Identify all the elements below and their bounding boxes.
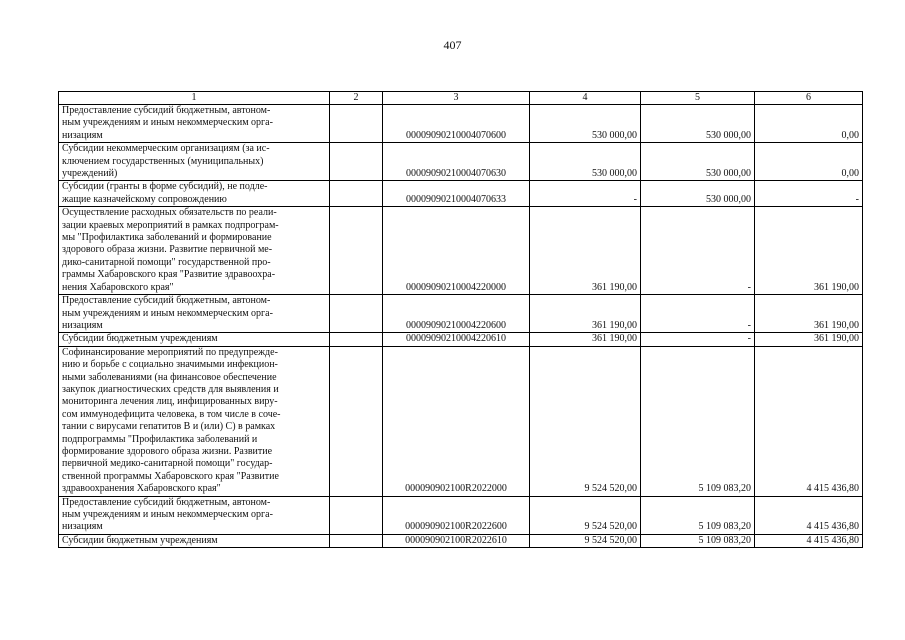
row-code-cell	[330, 143, 383, 181]
row-value-col6: 361 190,00	[755, 207, 863, 295]
page-number: 407	[443, 38, 462, 52]
row-name-cell: Субсидии бюджетным учреждениям	[59, 333, 330, 346]
row-value-col4: 530 000,00	[530, 143, 641, 181]
row-value-col6: 4 415 436,80	[755, 534, 863, 547]
row-value-col4: 9 524 520,00	[530, 496, 641, 534]
table-row	[59, 181, 863, 207]
row-value-col4: -	[530, 181, 641, 207]
row-code-cell	[330, 181, 383, 207]
row-value-col5: -	[641, 207, 755, 295]
row-code-cell	[330, 534, 383, 547]
row-kbk-cell: 000090902100R20220​00	[383, 346, 530, 496]
row-value-col5: 5 109 083,20	[641, 346, 755, 496]
row-name-cell: Предоставление субсидий бюджетным, автоном- ным учреждениям и иным некоммерческим орга- низациям	[59, 295, 330, 333]
row-name-cell: Предоставление субсидий бюджетным, автоном- ным учреждениям и иным некоммерческим орга- низациям	[59, 105, 330, 143]
row-code-cell	[330, 105, 383, 143]
row-value-col4: 530 000,00	[530, 105, 641, 143]
budget-table	[58, 91, 863, 548]
row-value-col5: -	[641, 333, 755, 346]
row-value-col5: 5 109 083,20	[641, 496, 755, 534]
row-name-cell: Осуществление расходных обязательств по реали- зации краевых мероприятий в рамках подпрограм- мы "Профилактика заболеваний и формирование здорового образа жизни. Развитие первичной ме- дико-санитарной помощи" государственной про- граммы Хабаровского края "Развитие здравоохра- нения Хабаровского края"	[59, 207, 330, 295]
row-value-col4: 9 524 520,00	[530, 346, 641, 496]
row-value-col6: 4 415 436,80	[755, 496, 863, 534]
table-row	[59, 207, 863, 295]
row-name-cell: Субсидии бюджетным учреждениям	[59, 534, 330, 547]
header-row	[59, 92, 863, 105]
row-value-col4: 361 190,00	[530, 295, 641, 333]
row-value-col4: 9 524 520,00	[530, 534, 641, 547]
row-kbk-cell: 000090902100040706​00	[383, 105, 530, 143]
row-value-col5: -	[641, 295, 755, 333]
row-value-col6: 361 190,00	[755, 295, 863, 333]
row-kbk-cell: 000090902100R20226​10	[383, 534, 530, 547]
row-code-cell	[330, 496, 383, 534]
row-code-cell	[330, 346, 383, 496]
table-row	[59, 534, 863, 547]
row-value-col4: 361 190,00	[530, 207, 641, 295]
row-value-col5: 530 000,00	[641, 181, 755, 207]
row-kbk-cell: 000090902100R20226​00	[383, 496, 530, 534]
header-col-5: 5	[641, 92, 755, 105]
row-value-col6: 0,00	[755, 105, 863, 143]
row-name-cell: Софинансирование мероприятий по предупрежде- нию и борьбе с социально значимыми инфекцион- ными заболеваниями (на финансовое обеспечение закупок диагностических средств для выявления и мониторинга лечения лиц, инфицированных виру- сом иммунодефицита человека, в том числе в соче- тании с вирусами гепатитов В и (или) С) в рамках подпрограммы "Профилактика заболеваний и формирование здорового образа жизни. Развитие первичной медико-санитарной помощи" государ- ственной программы Хабаровского края "Развитие здравоохранения Хабаровского края"	[59, 346, 330, 496]
row-name-cell: Предоставление субсидий бюджетным, автоном- ным учреждениям и иным некоммерческим орга- низациям	[59, 496, 330, 534]
header-col-3: 3	[383, 92, 530, 105]
row-code-cell	[330, 295, 383, 333]
row-value-col6: 361 190,00	[755, 333, 863, 346]
header-col-4: 4	[530, 92, 641, 105]
row-value-col5: 530 000,00	[641, 105, 755, 143]
table-row	[59, 496, 863, 534]
table-body	[59, 92, 863, 548]
header-col-6: 6	[755, 92, 863, 105]
row-value-col5: 530 000,00	[641, 143, 755, 181]
row-value-col4: 361 190,00	[530, 333, 641, 346]
row-kbk-cell: 000090902100042206​10	[383, 333, 530, 346]
header-col-2: 2	[330, 92, 383, 105]
table-row	[59, 295, 863, 333]
row-name-cell: Субсидии (гранты в форме субсидий), не подле- жащие казначейскому сопровождению	[59, 181, 330, 207]
row-value-col6: 0,00	[755, 143, 863, 181]
row-value-col6: 4 415 436,80	[755, 346, 863, 496]
row-code-cell	[330, 207, 383, 295]
row-value-col6: -	[755, 181, 863, 207]
row-value-col5: 5 109 083,20	[641, 534, 755, 547]
header-col-1: 1	[59, 92, 330, 105]
row-kbk-cell: 000090902100040706​30	[383, 143, 530, 181]
row-kbk-cell: 000090902100042200​00	[383, 207, 530, 295]
row-kbk-cell: 000090902100042206​00	[383, 295, 530, 333]
row-code-cell	[330, 333, 383, 346]
row-kbk-cell: 000090902100040706​33	[383, 181, 530, 207]
table-row	[59, 333, 863, 346]
table-row	[59, 105, 863, 143]
table-row	[59, 346, 863, 496]
row-name-cell: Субсидии некоммерческим организациям (за ис- ключением государственных (муниципальных) учреждений)	[59, 143, 330, 181]
table-row	[59, 143, 863, 181]
